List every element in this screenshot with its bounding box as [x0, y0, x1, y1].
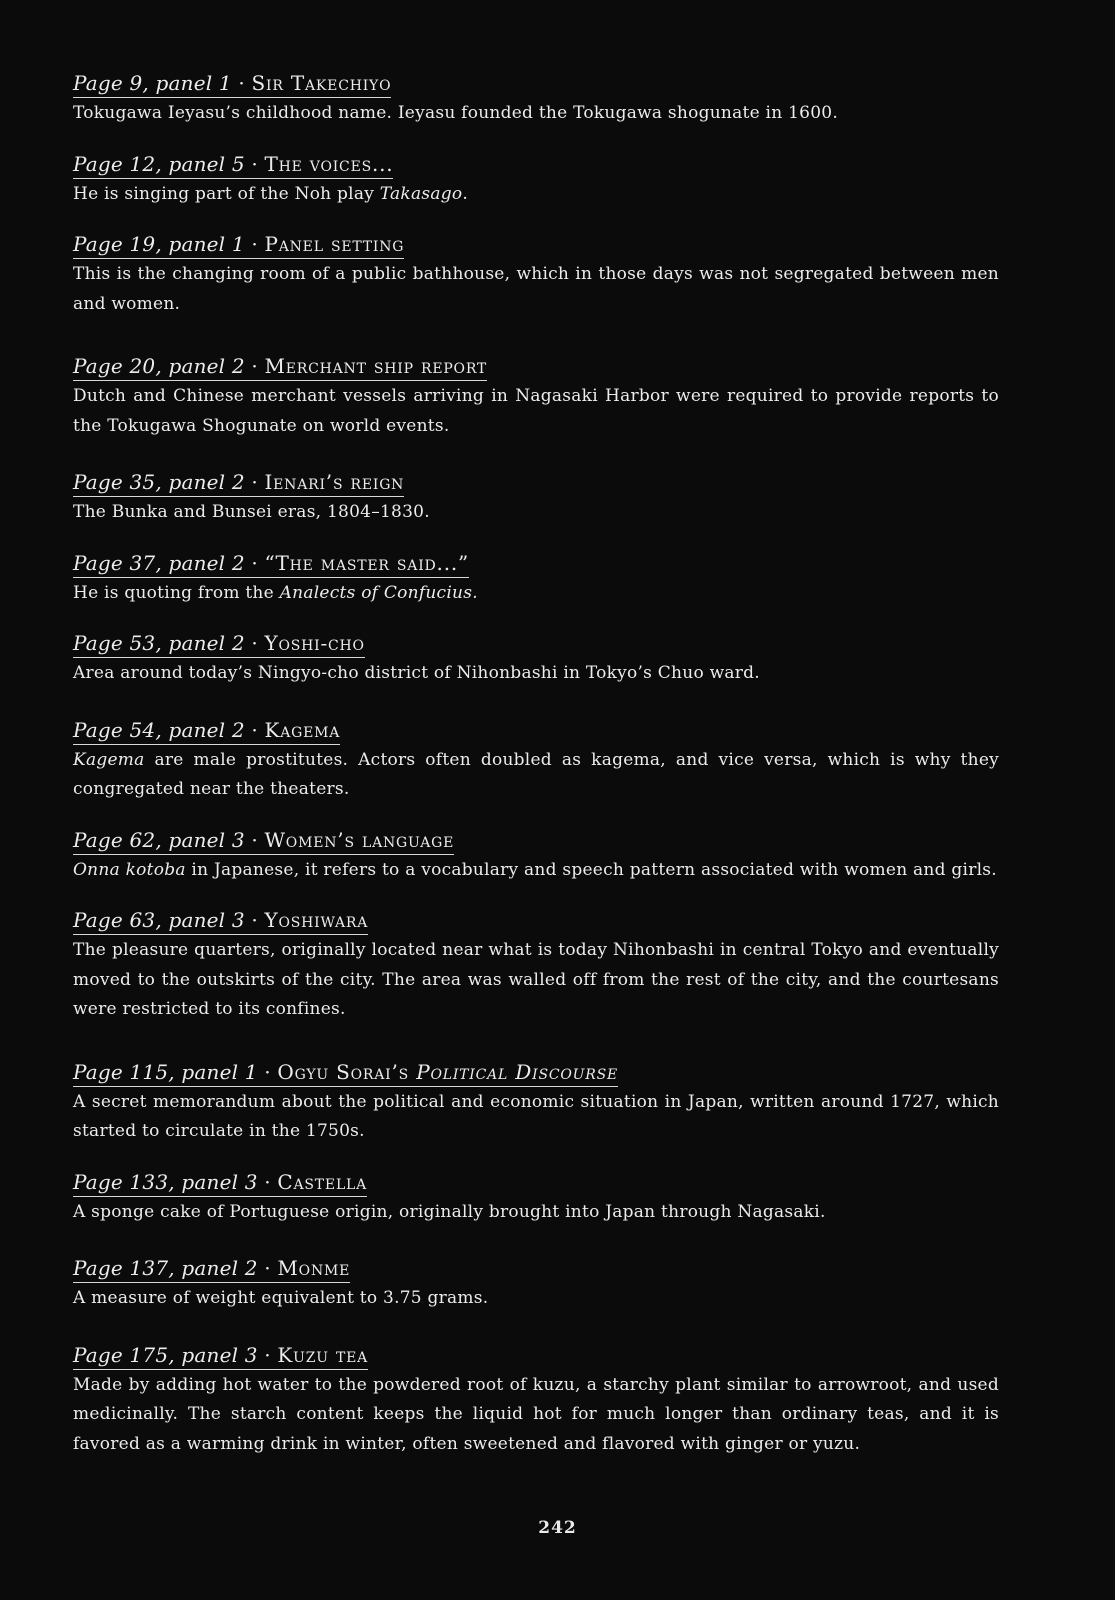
note-title: Kagema [264, 717, 341, 742]
note-heading [73, 469, 404, 497]
note-the-master-said [73, 550, 999, 609]
note-separator: · [244, 232, 265, 256]
note-body-italic: Analects of Confucius. [279, 582, 478, 603]
note-heading [73, 907, 368, 935]
note-womens-language [73, 827, 999, 886]
note-title: Women’s language [264, 827, 455, 852]
note-body: The pleasure quarters, originally located near what is today Nihonbashi in central Tokyo and eventually moved to the outskirts of the city. The area was walled off from the rest of the city, and the courtesans were restricted to its confines. [73, 940, 999, 1019]
note-body [73, 856, 999, 886]
note-reference: Page 19, panel 1 [73, 232, 245, 256]
note-title: Kuzu tea [277, 1342, 369, 1367]
note-yoshiwara [73, 907, 999, 1025]
note-body: Dutch and Chinese merchant vessels arriving in Nagasaki Harbor were required to provide reports to the Tokugawa Shogunate on world events. [73, 386, 999, 436]
note-body-text: in Japanese, it refers to a vocabulary and speech pattern associated with women and girls. [185, 859, 997, 880]
note-separator: · [231, 71, 252, 95]
note-reference: Page 62, panel 3 [73, 827, 245, 852]
note-title: Yoshi-cho [264, 631, 365, 655]
note-separator: · [257, 1169, 278, 1194]
note-heading [73, 1342, 368, 1370]
note-body [73, 180, 999, 210]
note-title: Yoshiwara [264, 908, 369, 932]
note-reference: Page 54, panel 2 [73, 717, 245, 742]
note-heading [73, 1169, 367, 1197]
page-number: 242 [538, 1518, 577, 1538]
note-separator: · [244, 908, 265, 932]
note-title: Sir Takechiyo [251, 71, 392, 95]
note-monme [73, 1255, 999, 1314]
note-kagema [73, 717, 999, 805]
note-reference: Page 115, panel 1 [73, 1059, 258, 1084]
glossary-notes [73, 70, 999, 1459]
note-separator: · [257, 1059, 278, 1084]
note-separator: · [257, 1342, 278, 1367]
note-heading [73, 1059, 618, 1087]
note-separator: · [244, 550, 265, 575]
note-title: Monme [277, 1256, 351, 1280]
note-yoshi-cho [73, 630, 999, 689]
note-title: Ogyu Sorai’s [277, 1059, 417, 1084]
note-body [73, 579, 999, 609]
note-the-voices [73, 151, 999, 210]
note-body: Area around today’s Ningyo-cho district of Nihonbashi in Tokyo’s Chuo ward. [73, 663, 760, 683]
note-title: The voices... [264, 151, 394, 176]
note-castella [73, 1169, 999, 1228]
note-ienaris-reign [73, 469, 999, 528]
note-separator: · [244, 631, 265, 655]
note-heading [73, 353, 487, 381]
note-reference: Page 133, panel 3 [73, 1169, 258, 1194]
note-heading [73, 70, 391, 98]
note-body: Made by adding hot water to the powdered root of kuzu, a starchy plant similar to arrowroot, and used medicinally. The starch content keeps the liquid hot for much longer than ordinary teas, and it is favored as a warming drink in winter, often sweetened and flavored with ginger or yuzu. [73, 1374, 999, 1454]
note-heading [73, 550, 469, 578]
note-reference: Page 12, panel 5 [73, 151, 245, 176]
note-reference: Page 35, panel 2 [73, 470, 245, 494]
note-reference: Page 175, panel 3 [73, 1342, 258, 1367]
note-reference: Page 137, panel 2 [73, 1256, 258, 1280]
note-title: Panel setting [264, 232, 405, 256]
note-body: A sponge cake of Portuguese origin, originally brought into Japan through Nagasaki. [73, 1201, 826, 1222]
note-body: The Bunka and Bunsei eras, 1804–1830. [73, 502, 430, 522]
note-reference: Page 53, panel 2 [73, 631, 245, 655]
note-heading [73, 630, 365, 658]
note-body-italic: Kagema [73, 749, 145, 770]
note-title: Castella [277, 1169, 368, 1194]
note-body-text: are male prostitutes. Actors often doubled as kagema, and vice versa, which is why they congregated near the theaters. [73, 749, 999, 799]
note-sir-takechiyo [73, 70, 999, 129]
note-body-text: He is quoting from the [73, 582, 280, 603]
note-separator: · [244, 354, 265, 378]
note-heading [73, 231, 404, 259]
note-body: Tokugawa Ieyasu’s childhood name. Ieyasu founded the Tokugawa shogunate in 1600. [73, 103, 839, 123]
note-heading [73, 717, 340, 745]
note-separator: · [244, 717, 265, 742]
note-reference: Page 63, panel 3 [73, 908, 245, 932]
note-reference: Page 37, panel 2 [73, 550, 245, 575]
note-title: Ienari’s reign [264, 470, 405, 494]
note-kuzu-tea [73, 1342, 999, 1460]
note-body-italic: Onna kotoba [73, 859, 186, 880]
note-reference: Page 9, panel 1 [73, 71, 232, 95]
note-body [73, 746, 999, 805]
note-body: This is the changing room of a public bathhouse, which in those days was not segregated between men and women. [73, 264, 999, 314]
note-body: A secret memorandum about the political and economic situation in Japan, written around 1727, which started to circulate in the 1750s. [73, 1091, 999, 1141]
note-heading [73, 151, 393, 179]
note-body-text: He is singing part of the Noh play [73, 183, 380, 204]
note-separator: · [257, 1256, 278, 1280]
note-heading [73, 1255, 350, 1283]
note-title: Merchant ship report [264, 354, 488, 378]
note-separator: · [244, 827, 265, 852]
note-merchant-ship-report [73, 353, 999, 441]
note-body-text: . [462, 183, 468, 204]
note-reference: Page 20, panel 2 [73, 354, 245, 378]
note-political-discourse [73, 1059, 999, 1147]
note-heading [73, 827, 454, 855]
note-title-italic: Political Discourse [416, 1059, 619, 1084]
note-panel-setting [73, 231, 999, 319]
note-body: A measure of weight equivalent to 3.75 grams. [73, 1288, 489, 1308]
note-separator: · [244, 470, 265, 494]
note-body-italic: Takasago [379, 183, 463, 204]
note-title: “The master said...” [264, 550, 470, 575]
note-separator: · [244, 151, 265, 176]
